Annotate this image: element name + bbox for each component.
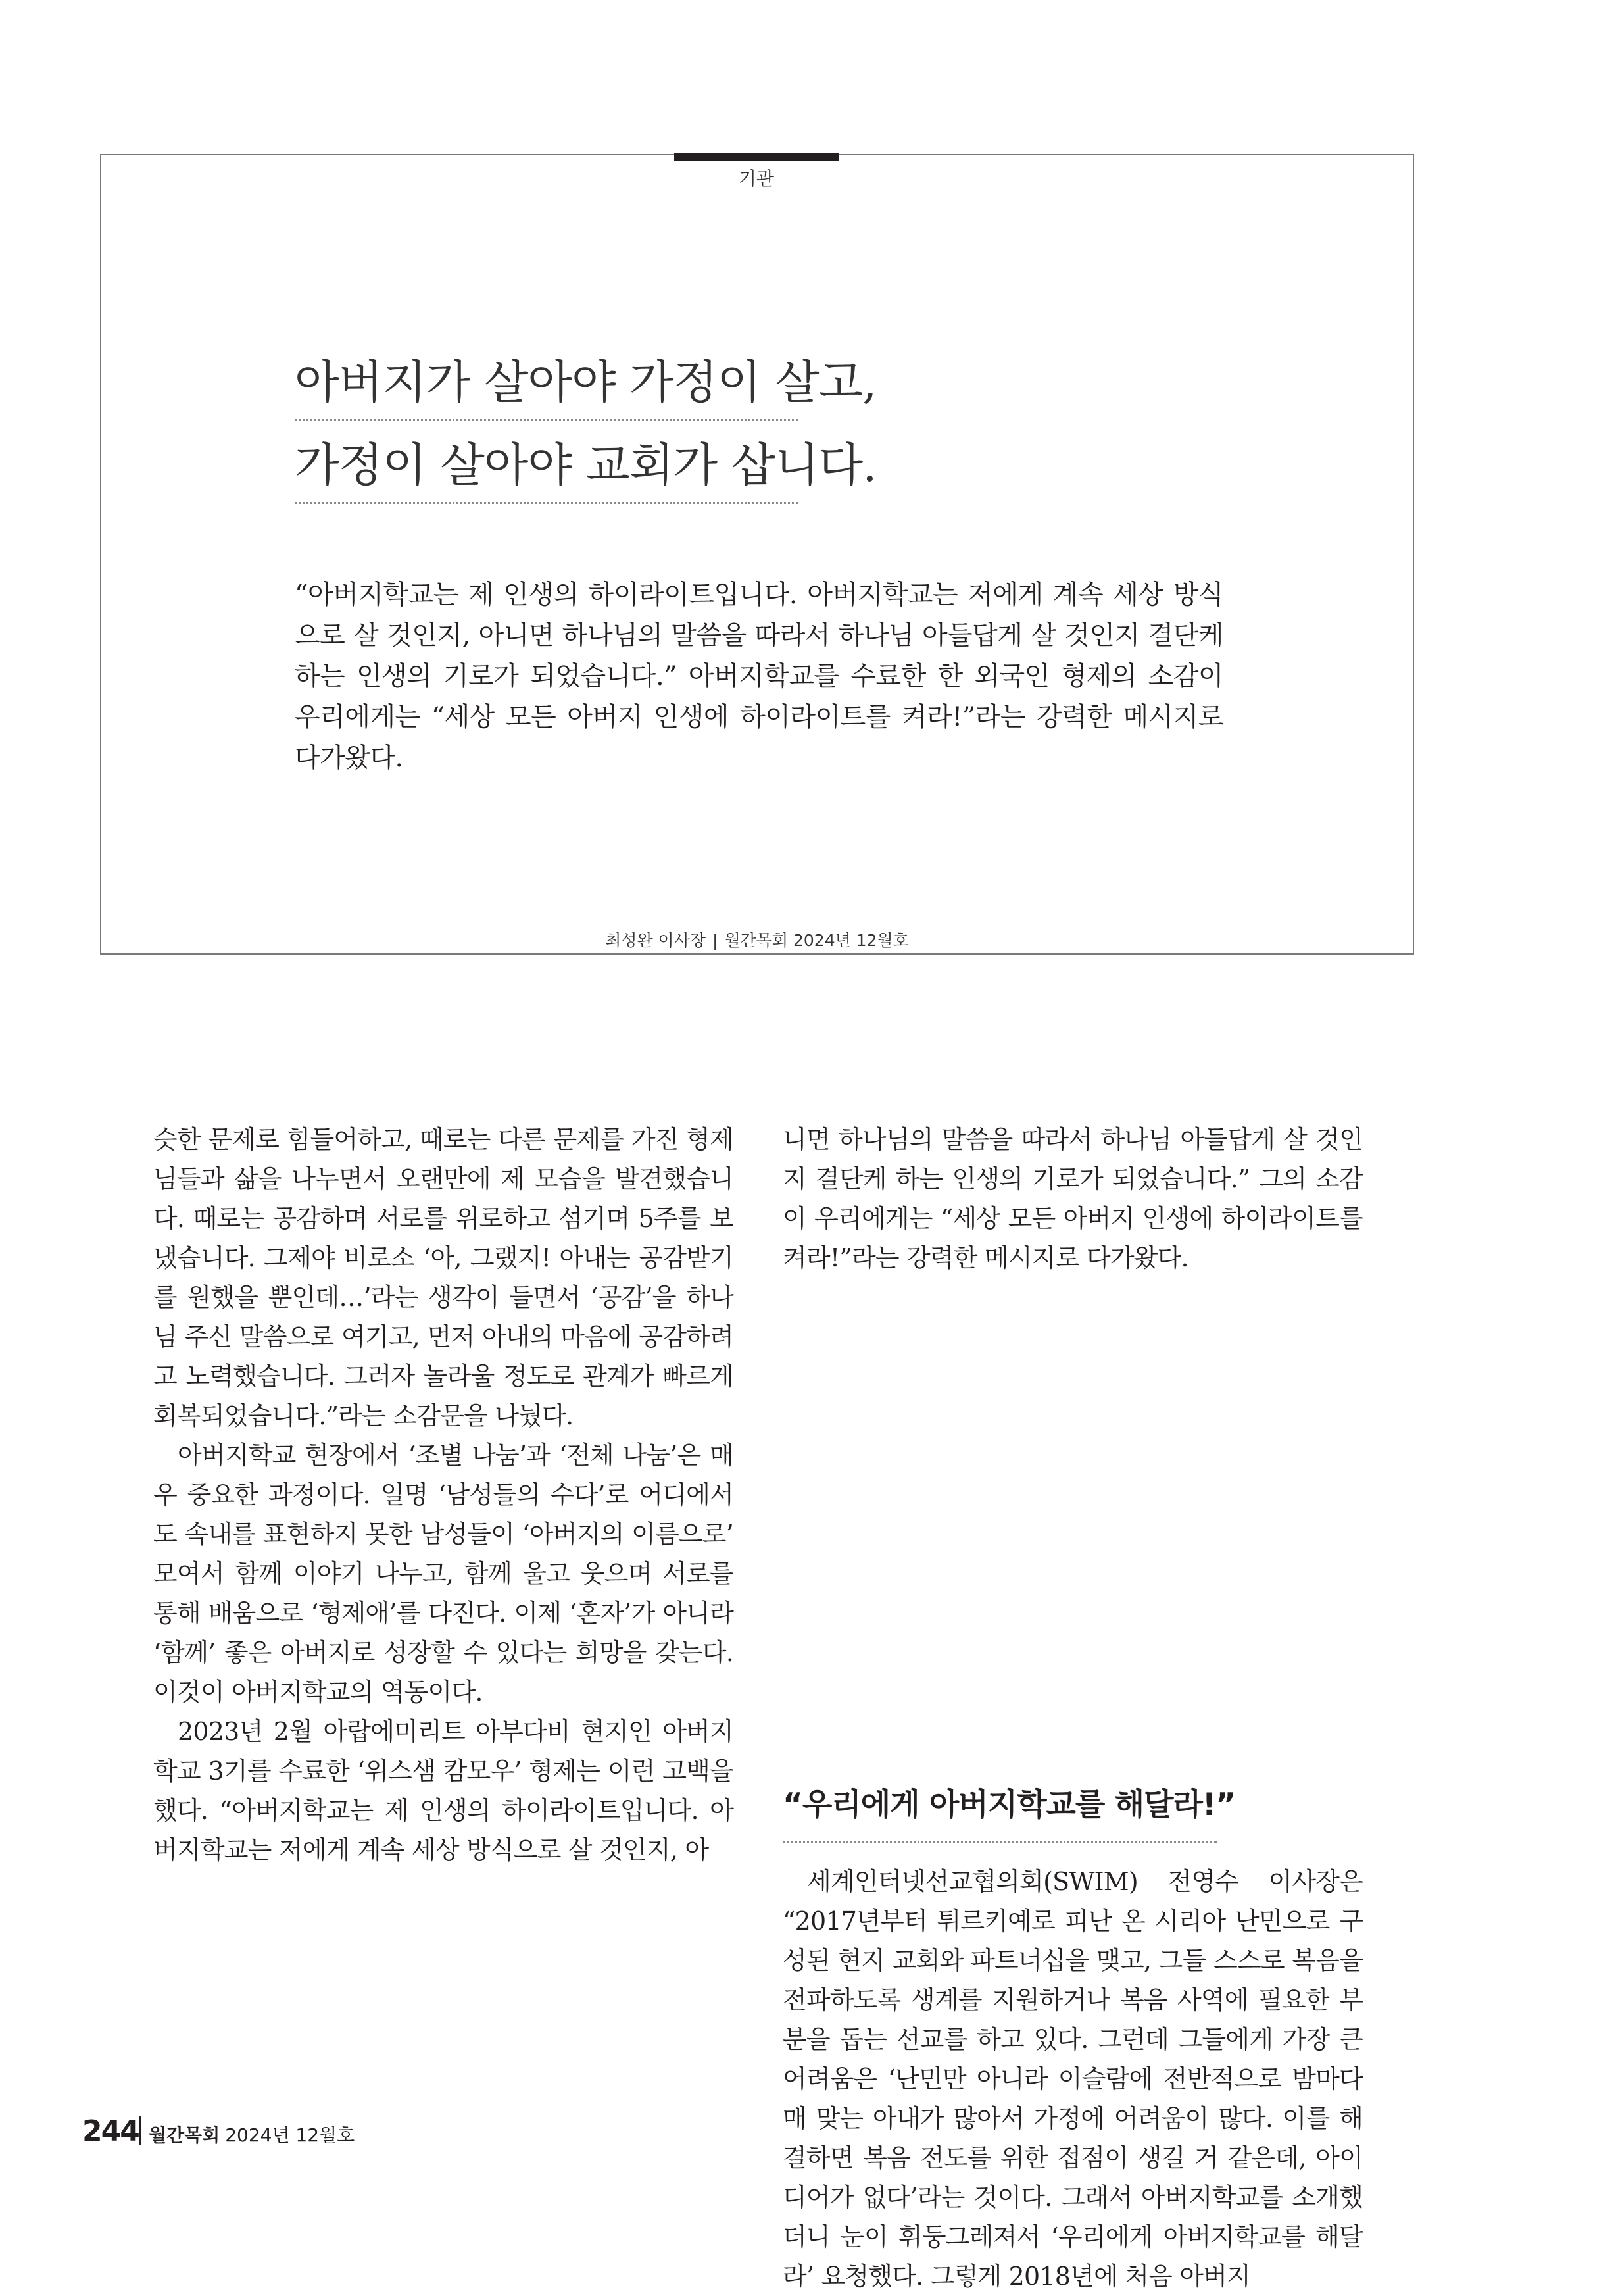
title-line-1: 아버지가 살아야 가정이 살고, (295, 355, 877, 409)
title-divider-2 (295, 502, 798, 504)
article-intro-box (100, 154, 1414, 955)
subheading-divider (783, 1841, 1217, 1843)
title-line-2: 가정이 살아야 교회가 삽니다. (295, 438, 877, 492)
section-tab-bar (674, 153, 839, 161)
body-column-right-lower (783, 1862, 1363, 2296)
magazine-issue: 2024년 12월호 (225, 2124, 355, 2146)
magazine-name: 월간목회 (149, 2124, 220, 2146)
title-divider-1 (295, 419, 798, 421)
subheading: “우리에게 아버지학교를 해달라!” (783, 1787, 1236, 1823)
paragraph: 2023년 2월 아랍에미리트 아부다비 현지인 아버지학교 3기를 수료한 ‘위스샘 캄모우’ 형제는 이런 고백을 했다. “아버지학교는 제 인생의 하이라이트입니다. 아버지학교는 저에게 계속 세상 방식으로 살 것인지, 아 (153, 1717, 733, 1864)
paragraph: 아버지학교 현장에서 ‘조별 나눔’과 ‘전체 나눔’은 매우 중요한 과정이다. 일명 ‘남성들의 수다’로 어디에서도 속내를 표현하지 못한 남성들이 ‘아버지의 이름으로’ 모여서 함께 이야기 나누고, 함께 울고 웃으며 서로를 통해 배움으로 ‘형제애’를 다진다. 이제 ‘혼자’가 아니라 ‘함께’ 좋은 아버지로 성장할 수 있다는 희망을 갖는다. 이것이 아버지학교의 역동이다. (153, 1441, 733, 1707)
paragraph: 슷한 문제로 힘들어하고, 때로는 다른 문제를 가진 형제님들과 삶을 나누면서 오랜만에 제 모습을 발견했습니다. 때로는 공감하며 서로를 위로하고 섬기며 5주를 보냈습니다. 그제야 비로소 ‘아, 그랬지! 아내는 공감받기를 원했을 뿐인데…’라는 생각이 들면서 ‘공감’을 하나님 주신 말씀으로 여기고, 먼저 아내의 마음에 공감하려고 노력했습니다. 그러자 놀라울 정도로 관계가 빠르게 회복되었습니다.”라는 소감문을 나눴다. (153, 1125, 733, 1430)
byline-separator: | (712, 931, 718, 950)
paragraph: 세계인터넷선교협의회(SWIM) 전영수 이사장은 “2017년부터 튀르키예로 피난 온 시리아 난민으로 구성된 현지 교회와 파트너십을 맺고, 그들 스스로 복음을 전파하도록 생계를 지원하거나 복음 사역에 필요한 부분을 돕는 선교를 하고 있다. 그런데 그들에게 가장 큰 어려움은 ‘난민만 아니라 이슬람에 전반적으로 밤마다 매 맞는 아내가 많아서 가정에 어려움이 많다. 이를 해결하면 복음 전도를 위한 접점이 생길 거 같은데, 아이디어가 없다’라는 것이다. 그래서 아버지학교를 소개했더니 눈이 휘둥그레져서 ‘우리에게 아버지학교를 해달라’ 요청했다. 그렇게 2018년에 처음 아버지 (783, 1867, 1363, 2291)
paragraph: 니면 하나님의 말씀을 따라서 하나님 아들답게 살 것인지 결단케 하는 인생의 기로가 되었습니다.” 그의 소감이 우리에게는 “세상 모든 아버지 인생에 하이라이트를 켜라!”라는 강력한 메시지로 다가왔다. (783, 1125, 1363, 1272)
body-column-right (783, 1120, 1363, 1278)
lead-quote: “아버지학교는 제 인생의 하이라이트입니다. 아버지학교는 저에게 계속 세상 방식으로 살 것인지, 아니면 하나님의 말씀을 따라서 하나님 아들답게 살 것인지 결단케 하는 인생의 기로가 되었습니다.” 아버지학교를 수료한 한 외국인 형제의 소감이 우리에게는 “세상 모든 아버지 인생에 하이라이트를 켜라!”라는 강력한 메시지로 다가왔다. (295, 580, 1223, 773)
page-number: 244 (82, 2114, 139, 2148)
section-label: 기관 (738, 168, 775, 189)
folio-magazine (149, 2121, 355, 2147)
byline-author: 최성완 이사장 (605, 931, 706, 950)
body-column-left (153, 1120, 733, 1870)
folio-divider (139, 2116, 141, 2145)
byline-issue: 월간목회 2024년 12월호 (724, 931, 909, 950)
byline (100, 928, 1414, 951)
